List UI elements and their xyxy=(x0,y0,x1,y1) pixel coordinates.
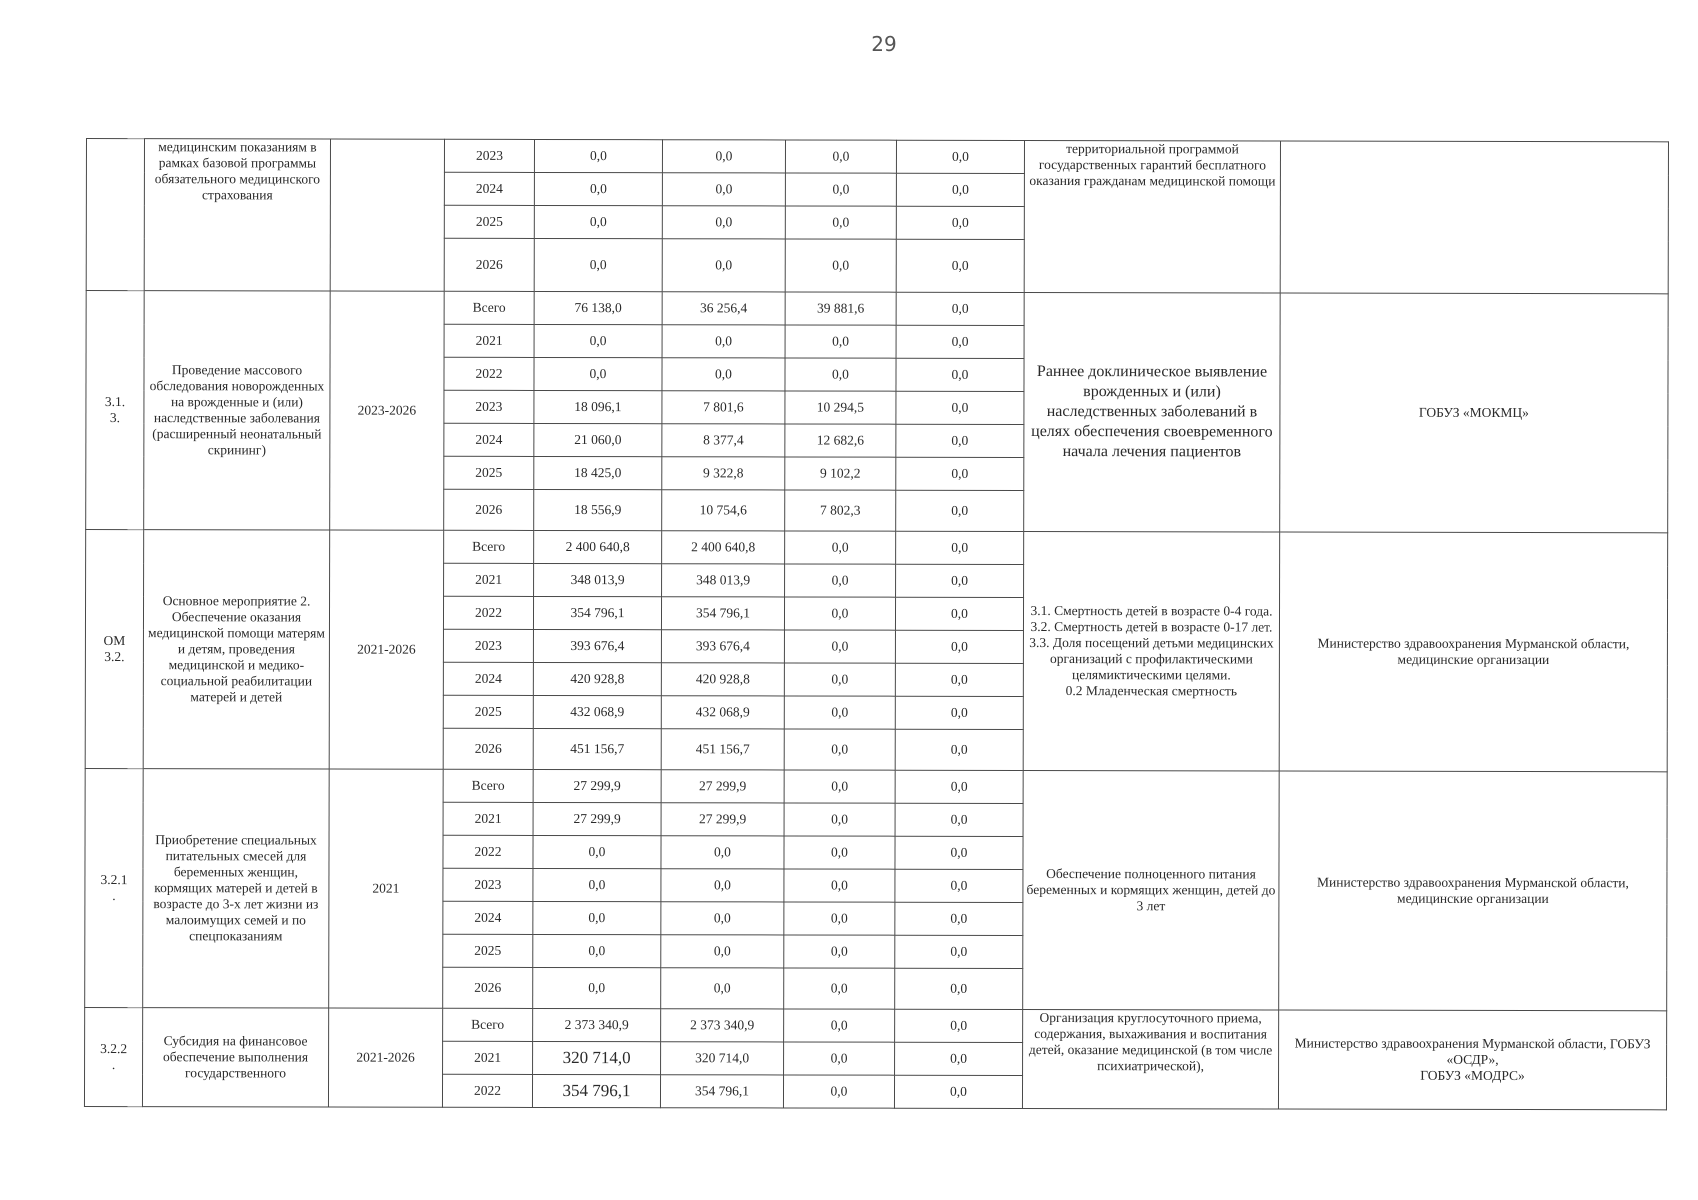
total-amount: 320 714,0 xyxy=(533,1041,661,1074)
executor xyxy=(1280,141,1668,294)
year-cell: 2025 xyxy=(444,205,534,238)
executor: Министерство здравоохранения Мурманской области, медицинские организации xyxy=(1279,771,1667,1011)
year-cell: 2025 xyxy=(444,456,534,489)
year-cell: 2022 xyxy=(443,596,533,629)
amount-col-1: 0,0 xyxy=(662,325,785,358)
year-cell: 2024 xyxy=(443,901,533,934)
total-amount: 393 676,4 xyxy=(533,629,661,662)
amount-col-3: 0,0 xyxy=(895,663,1023,696)
amount-col-1: 320 714,0 xyxy=(661,1042,784,1075)
amount-col-1: 0,0 xyxy=(662,140,785,173)
amount-col-2: 0,0 xyxy=(784,696,895,729)
total-amount: 0,0 xyxy=(534,357,662,390)
year-cell: 2023 xyxy=(444,139,534,172)
total-amount: 420 928,8 xyxy=(533,662,661,695)
total-amount: 432 068,9 xyxy=(533,695,661,728)
amount-col-2: 9 102,2 xyxy=(785,457,896,490)
total-amount: 18 556,9 xyxy=(534,489,662,530)
amount-col-2: 0,0 xyxy=(785,206,896,239)
item-name: медицинским показаниям в рамках базовой программы обязательного медицинского страхования xyxy=(144,139,330,291)
amount-col-1: 0,0 xyxy=(662,358,785,391)
item-number: ОМ 3.2. xyxy=(85,530,144,769)
executor: Министерство здравоохранения Мурманской области, медицинские организации xyxy=(1279,532,1667,772)
year-cell: 2026 xyxy=(444,489,534,530)
amount-col-1: 2 400 640,8 xyxy=(662,531,785,564)
amount-col-1: 9 322,8 xyxy=(662,457,785,490)
amount-col-3: 0,0 xyxy=(896,564,1024,597)
amount-col-2: 0,0 xyxy=(785,239,896,292)
item-name: Проведение массового обследования новорожденных на врожденные и (или) наследственные заболевания (расширенный неонатальный скрининг) xyxy=(144,291,331,530)
total-amount: 0,0 xyxy=(534,139,662,172)
total-amount: 0,0 xyxy=(533,868,661,901)
year-cell: 2022 xyxy=(443,835,533,868)
year-cell: 2026 xyxy=(444,238,534,291)
total-amount: 0,0 xyxy=(533,835,661,868)
table-row xyxy=(85,768,1667,804)
amount-col-3: 0,0 xyxy=(895,836,1023,869)
table-row xyxy=(86,291,1668,327)
amount-col-1: 354 796,1 xyxy=(661,597,784,630)
year-cell: 2024 xyxy=(443,662,533,695)
amount-col-2: 0,0 xyxy=(784,1042,895,1075)
total-amount: 354 796,1 xyxy=(532,1074,660,1107)
expected-result: 3.1. Смертность детей в возрасте 0-4 года. 3.2. Смертность детей в возрасте 0-17 лет. 3.3. Доля посещений детьми медицинских организаций с профилактическими целямиктическими целями. 0.2 Младенческая смертность xyxy=(1023,531,1279,771)
amount-col-3: 0,0 xyxy=(896,325,1024,358)
amount-col-1: 7 801,6 xyxy=(662,391,785,424)
total-amount: 21 060,0 xyxy=(534,423,662,456)
amount-col-3: 0,0 xyxy=(895,968,1023,1009)
amount-col-3: 0,0 xyxy=(896,140,1024,173)
amount-col-2: 7 802,3 xyxy=(785,490,896,531)
amount-col-3: 0,0 xyxy=(895,1042,1023,1075)
amount-col-3: 0,0 xyxy=(895,770,1023,803)
amount-col-3: 0,0 xyxy=(896,173,1024,206)
amount-col-2: 0,0 xyxy=(784,836,895,869)
amount-col-1: 0,0 xyxy=(661,902,784,935)
amount-col-1: 2 373 340,9 xyxy=(661,1009,784,1042)
year-cell: 2026 xyxy=(443,728,533,769)
total-amount: 0,0 xyxy=(534,238,662,291)
year-cell: 2023 xyxy=(443,868,533,901)
year-cell: 2023 xyxy=(443,629,533,662)
amount-col-2: 0,0 xyxy=(784,902,895,935)
amount-col-3: 0,0 xyxy=(895,869,1023,902)
amount-col-1: 27 299,9 xyxy=(661,803,784,836)
amount-col-2: 0,0 xyxy=(785,564,896,597)
total-amount: 2 400 640,8 xyxy=(534,530,662,563)
item-name: Субсидия на финансовое обеспечение выполнения государственного xyxy=(142,1008,328,1107)
amount-col-3: 0,0 xyxy=(896,206,1024,239)
total-amount: 0,0 xyxy=(534,172,662,205)
amount-col-3: 0,0 xyxy=(896,531,1024,564)
amount-col-3: 0,0 xyxy=(895,630,1023,663)
amount-col-2: 0,0 xyxy=(785,358,896,391)
amount-col-1: 0,0 xyxy=(661,968,784,1009)
item-name: Приобретение специальных питательных смесей для беременных женщин, кормящих матерей и детей в возрасте до 3-х лет жизни из малоимущих семей и по спецпоказаниям xyxy=(143,769,330,1008)
amount-col-1: 348 013,9 xyxy=(662,564,785,597)
amount-col-3: 0,0 xyxy=(895,803,1023,836)
amount-col-1: 10 754,6 xyxy=(662,490,785,531)
amount-col-3: 0,0 xyxy=(896,457,1024,490)
amount-col-2: 0,0 xyxy=(784,803,895,836)
year-cell: 2021 xyxy=(444,324,534,357)
year-cell: Всего xyxy=(443,1008,533,1041)
amount-col-1: 0,0 xyxy=(661,935,784,968)
amount-col-2: 0,0 xyxy=(784,597,895,630)
item-number: 3.1. 3. xyxy=(86,291,145,530)
item-number: 3.2.1 . xyxy=(85,768,144,1007)
amount-col-1: 432 068,9 xyxy=(661,696,784,729)
amount-col-2: 0,0 xyxy=(784,663,895,696)
item-period: 2021-2026 xyxy=(329,530,444,769)
page-number: 29 xyxy=(871,32,897,56)
total-amount: 348 013,9 xyxy=(534,563,662,596)
amount-col-3: 0,0 xyxy=(895,729,1023,770)
amount-col-2: 0,0 xyxy=(785,531,896,564)
amount-col-3: 0,0 xyxy=(896,490,1024,531)
amount-col-1: 0,0 xyxy=(662,239,785,292)
item-period: 2023-2026 xyxy=(330,291,445,530)
total-amount: 18 425,0 xyxy=(534,456,662,489)
year-cell: 2025 xyxy=(443,695,533,728)
amount-col-2: 0,0 xyxy=(784,770,895,803)
expected-result: Раннее доклиническое выявление врожденных и (или) наследственных заболеваний в целях обеспечения своевременного начала лечения пациентов xyxy=(1024,292,1281,532)
year-cell: 2021 xyxy=(444,563,534,596)
amount-col-2: 0,0 xyxy=(784,935,895,968)
amount-col-3: 0,0 xyxy=(895,1009,1023,1042)
amount-col-2: 0,0 xyxy=(784,729,895,770)
total-amount: 2 373 340,9 xyxy=(533,1008,661,1041)
year-cell: 2021 xyxy=(443,802,533,835)
amount-col-1: 8 377,4 xyxy=(662,424,785,457)
year-cell: 2026 xyxy=(443,967,533,1008)
amount-col-2: 0,0 xyxy=(784,869,895,902)
amount-col-2: 12 682,6 xyxy=(785,424,896,457)
amount-col-3: 0,0 xyxy=(894,1075,1022,1108)
item-period xyxy=(330,139,444,291)
item-number xyxy=(86,139,144,291)
total-amount: 27 299,9 xyxy=(533,769,661,802)
year-cell: 2022 xyxy=(442,1074,532,1107)
program-table xyxy=(84,138,1669,1110)
total-amount: 27 299,9 xyxy=(533,802,661,835)
program-table-body xyxy=(84,139,1668,1110)
expected-result: территориальной программой государственных гарантий бесплатного оказания гражданам медицинской помощи xyxy=(1024,140,1280,293)
executor: Министерство здравоохранения Мурманской области, ГОБУЗ «ОСДР», ГОБУЗ «МОДРС» xyxy=(1278,1010,1666,1110)
amount-col-2: 0,0 xyxy=(784,630,895,663)
amount-col-1: 36 256,4 xyxy=(662,292,785,325)
amount-col-2: 0,0 xyxy=(784,968,895,1009)
total-amount: 0,0 xyxy=(533,967,661,1008)
amount-col-2: 0,0 xyxy=(784,1009,895,1042)
year-cell: Всего xyxy=(443,769,533,802)
amount-col-3: 0,0 xyxy=(895,935,1023,968)
year-cell: 2022 xyxy=(444,357,534,390)
year-cell: Всего xyxy=(444,291,534,324)
total-amount: 0,0 xyxy=(534,205,662,238)
amount-col-1: 420 928,8 xyxy=(661,663,784,696)
total-amount: 0,0 xyxy=(533,934,661,967)
table-row xyxy=(85,1007,1667,1043)
amount-col-3: 0,0 xyxy=(895,597,1023,630)
amount-col-2: 0,0 xyxy=(785,325,896,358)
amount-col-3: 0,0 xyxy=(895,902,1023,935)
amount-col-1: 354 796,1 xyxy=(660,1075,783,1108)
amount-col-1: 451 156,7 xyxy=(661,729,784,770)
amount-col-2: 10 294,5 xyxy=(785,391,896,424)
amount-col-1: 0,0 xyxy=(662,206,785,239)
total-amount: 354 796,1 xyxy=(533,596,661,629)
amount-col-2: 0,0 xyxy=(783,1075,894,1108)
amount-col-3: 0,0 xyxy=(896,292,1024,325)
item-name: Основное мероприятие 2. Обеспечение оказания медицинской помощи матерям и детям, проведения медицинской и медико-социальной реабилитации матерей и детей xyxy=(143,530,330,769)
year-cell: 2023 xyxy=(444,390,534,423)
amount-col-3: 0,0 xyxy=(895,696,1023,729)
amount-col-2: 0,0 xyxy=(785,173,896,206)
table-row xyxy=(86,530,1668,566)
year-cell: 2024 xyxy=(444,423,534,456)
amount-col-2: 0,0 xyxy=(785,140,896,173)
total-amount: 0,0 xyxy=(534,324,662,357)
year-cell: 2024 xyxy=(444,172,534,205)
year-cell: 2021 xyxy=(443,1041,533,1074)
total-amount: 0,0 xyxy=(533,901,661,934)
year-cell: 2025 xyxy=(443,934,533,967)
item-period: 2021-2026 xyxy=(328,1008,442,1107)
total-amount: 76 138,0 xyxy=(534,291,662,324)
year-cell: Всего xyxy=(444,530,534,563)
amount-col-1: 0,0 xyxy=(661,869,784,902)
expected-result: Организация круглосуточного приема, содержания, выхаживания и воспитания детей, оказание медицинской (в том числе психиатрической), xyxy=(1022,1009,1278,1109)
total-amount: 451 156,7 xyxy=(533,728,661,769)
amount-col-3: 0,0 xyxy=(896,358,1024,391)
item-period: 2021 xyxy=(329,769,444,1008)
amount-col-3: 0,0 xyxy=(896,424,1024,457)
amount-col-1: 0,0 xyxy=(661,836,784,869)
amount-col-1: 0,0 xyxy=(662,173,785,206)
amount-col-1: 27 299,9 xyxy=(661,770,784,803)
amount-col-3: 0,0 xyxy=(896,391,1024,424)
executor: ГОБУЗ «МОКМЦ» xyxy=(1280,293,1668,533)
expected-result: Обеспечение полноценного питания беременных и кормящих женщин, детей до 3 лет xyxy=(1023,770,1280,1010)
item-number: 3.2.2 . xyxy=(84,1007,142,1106)
total-amount: 18 096,1 xyxy=(534,390,662,423)
amount-col-3: 0,0 xyxy=(896,239,1024,292)
amount-col-1: 393 676,4 xyxy=(661,630,784,663)
amount-col-2: 39 881,6 xyxy=(785,292,896,325)
table-row xyxy=(86,139,1668,175)
